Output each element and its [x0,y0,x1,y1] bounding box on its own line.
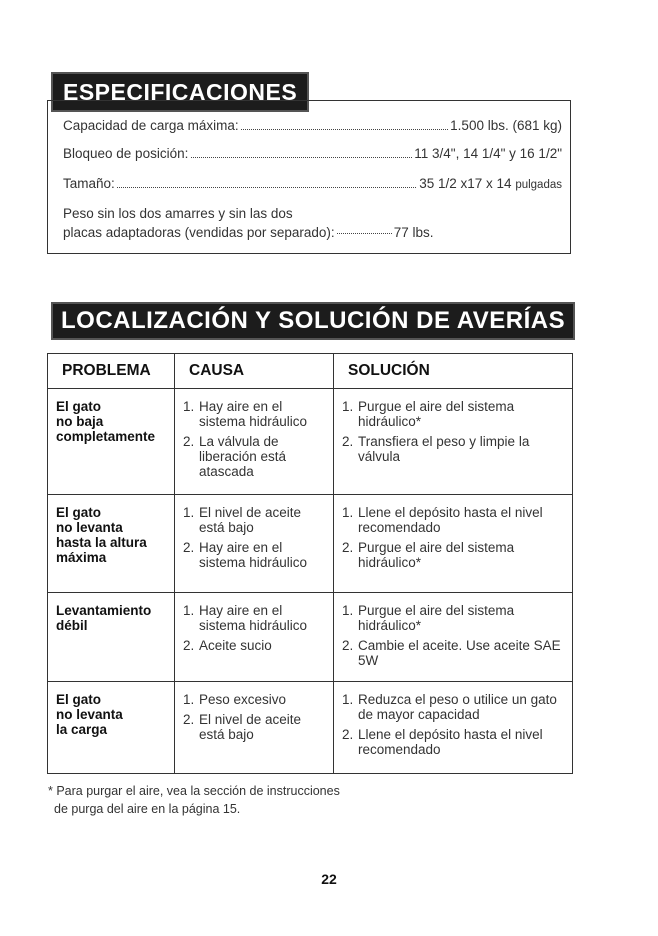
cause-text: Hay aire en el sistema hidráulico [199,399,308,429]
header-solution: SOLUCIÓN [334,354,573,389]
cause-text: Hay aire en el sistema hidráulico [199,540,308,570]
cause-number: 1. [183,692,195,707]
spec-capacity [63,118,562,133]
solution-item [342,540,564,570]
problem-line: hasta la altura [56,535,147,550]
cause-item [183,434,325,479]
solution-text: Transfiera el peso y limpie la válvula [358,434,530,464]
solution-number: 1. [342,692,354,707]
solution-item [342,434,564,464]
table-row [48,682,573,774]
solution-number: 2. [342,638,354,653]
solution-cell [334,389,573,495]
problem-line: completamente [56,429,156,444]
spec-size-unit: pulgadas [515,179,562,191]
solution-text: Llene el depósito hasta el nivel recomendado [358,727,543,757]
spec-weight [63,204,433,242]
problem-line: Levantamiento [56,603,152,618]
solution-cell [334,495,573,593]
solution-number: 2. [342,434,354,449]
cause-text: La válvula de liberación está atascada [199,434,287,479]
spec-lock-label: Bloqueo de posición: [63,146,189,161]
page-number: 22 [321,871,337,887]
problem-cell [48,682,175,774]
solution-number: 1. [342,399,354,414]
cause-item [183,505,325,535]
problem-line: débil [56,618,88,633]
problem-line: no baja [56,414,104,429]
problem-line: no levanta [56,520,123,535]
problem-line: máxima [56,550,107,565]
spec-lock [63,146,562,161]
cause-item [183,712,325,742]
problem-line: El gato [56,692,102,707]
header-problem: PROBLEMA [62,362,151,379]
solution-text: Purgue el aire del sistema hidráulico* [358,399,515,429]
cause-number: 2. [183,638,195,653]
cause-text: Hay aire en el sistema hidráulico [199,603,308,633]
solution-cell [334,593,573,682]
spec-lock-value: 11 3/4", 14 1/4" y 16 1/2" [414,146,562,161]
header-cause: CAUSA [175,354,334,389]
solution-number: 1. [342,505,354,520]
troubleshooting-heading: LOCALIZACIÓN Y SOLUCIÓN DE AVERÍAS [51,302,575,340]
problem-line: El gato [56,399,102,414]
solution-number: 1. [342,603,354,618]
cause-number: 1. [183,603,195,618]
problem-cell [48,495,175,593]
spec-weight-value: 77 lbs. [393,225,434,240]
cause-item [183,692,325,707]
troubleshooting-table [47,353,573,774]
footnote [48,782,340,818]
cause-item [183,399,325,429]
solution-text: Purgue el aire del sistema hidráulico* [358,540,515,570]
footnote-line1: * Para purgar el aire, vea la sección de instrucciones [48,784,340,798]
spec-weight-line1: Peso sin los dos amarres y sin las dos [63,206,293,221]
solution-text: Purgue el aire del sistema hidráulico* [358,603,515,633]
cause-number: 1. [183,399,195,414]
cause-cell [175,593,334,682]
solution-item [342,399,564,429]
problem-line: la carga [56,722,108,737]
spec-capacity-value: 1.500 lbs. (681 kg) [450,118,562,133]
spec-size-value: 35 1/2 x17 x 14 pulgadas [419,176,562,191]
specifications-heading: ESPECIFICACIONES [51,72,309,112]
cause-text: El nivel de aceite está bajo [199,712,302,742]
solution-text: Reduzca el peso o utilice un gato de mayor capacidad [358,692,557,722]
problem-line: El gato [56,505,102,520]
problem-cell [48,389,175,495]
cause-number: 2. [183,434,195,449]
problem-cell [48,593,175,682]
cause-cell [175,389,334,495]
cause-text: Peso excesivo [199,692,287,707]
solution-item [342,727,564,757]
solution-item [342,692,564,722]
specifications-box [47,100,571,254]
spec-size-label: Tamaño: [63,176,115,191]
problem-line: no levanta [56,707,123,722]
solution-text: Cambie el aceite. Use aceite SAE 5W [358,638,561,668]
footnote-line2: de purga del aire en la página 15. [54,802,241,816]
spec-size [63,176,562,191]
solution-item [342,638,564,668]
cause-item [183,603,325,633]
solution-number: 2. [342,540,354,555]
solution-text: Llene el depósito hasta el nivel recomendado [358,505,543,535]
spec-weight-line2: placas adaptadoras (vendidas por separado): [63,225,335,240]
cause-item [183,540,325,570]
table-row [48,593,573,682]
solution-item [342,505,564,535]
cause-number: 2. [183,712,195,727]
cause-text: El nivel de aceite está bajo [199,505,302,535]
cause-number: 1. [183,505,195,520]
cause-cell [175,495,334,593]
table-row [48,495,573,593]
solution-item [342,603,564,633]
spec-capacity-label: Capacidad de carga máxima: [63,118,239,133]
table-row [48,389,573,495]
solution-number: 2. [342,727,354,742]
cause-text: Aceite sucio [199,638,272,653]
cause-number: 2. [183,540,195,555]
cause-item [183,638,325,653]
cause-cell [175,682,334,774]
solution-cell [334,682,573,774]
